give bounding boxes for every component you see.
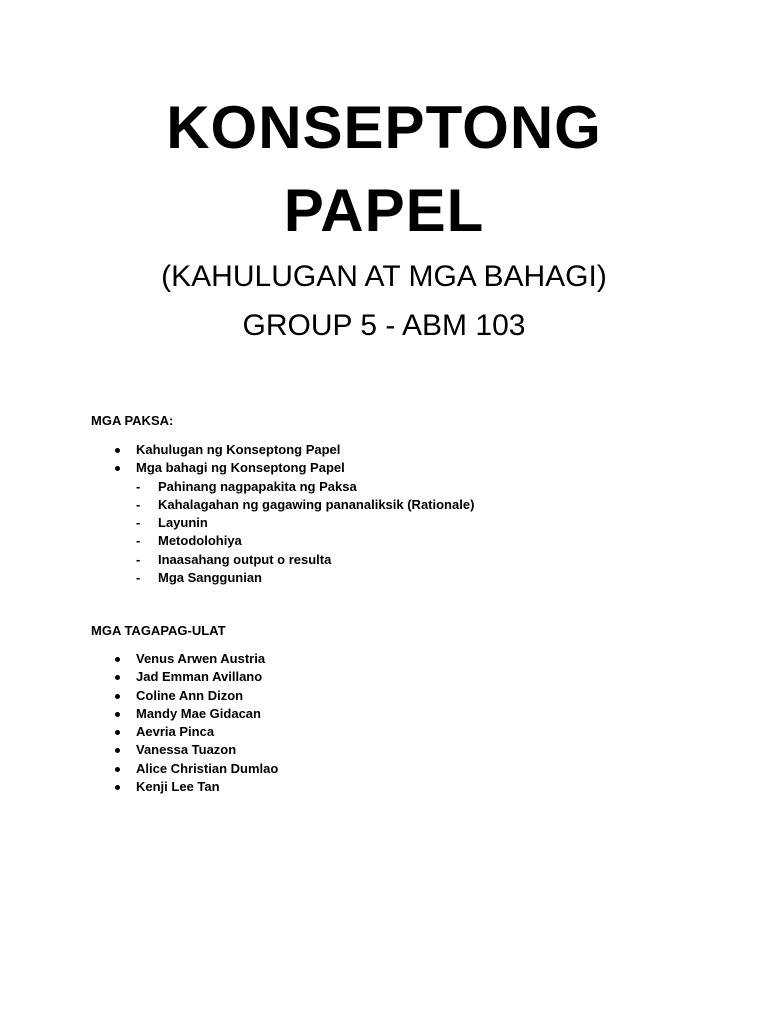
list-item <box>0 778 768 796</box>
dash-bullet: - <box>136 533 141 549</box>
reporter-name: Aevria Pinca <box>136 724 215 740</box>
list-item <box>0 668 768 686</box>
dash-bullet: - <box>136 496 141 512</box>
dash-bullet: - <box>136 515 141 531</box>
title-line-1: KONSEPTONG <box>166 94 602 161</box>
topic-item: Kahulugan ng Konseptong Papel <box>136 442 341 457</box>
title-line-2: PAPEL <box>283 177 485 244</box>
reporter-name: Kenji Lee Tan <box>136 779 220 795</box>
bullet-icon <box>115 675 120 680</box>
subtopic-item: Kahalagahan ng gagawing pananaliksik (Rationale) <box>158 496 475 512</box>
dash-bullet: - <box>136 478 141 494</box>
bullet-icon <box>115 785 120 790</box>
subtopic-item: Layunin <box>158 515 208 531</box>
subtopic-item: Mga Sanggunian <box>158 570 262 586</box>
list-item <box>0 723 768 741</box>
list-item <box>0 496 768 514</box>
list-item <box>0 760 768 778</box>
reporter-name: Vanessa Tuazon <box>136 742 237 758</box>
reporter-name: Jad Emman Avillano <box>136 669 263 685</box>
reporter-name: Venus Arwen Austria <box>136 651 266 666</box>
reporters-list <box>0 650 768 796</box>
group-label: GROUP 5 - ABM 103 <box>242 309 526 342</box>
bullet-icon <box>115 694 120 699</box>
list-item <box>0 687 768 705</box>
reporter-name: Alice Christian Dumlao <box>136 760 279 776</box>
bullet-icon <box>115 448 120 453</box>
reporters-heading: MGA TAGAPAG-ULAT <box>91 623 226 638</box>
reporter-name: Coline Ann Dizon <box>136 687 244 703</box>
dash-bullet: - <box>136 551 141 567</box>
bullet-icon <box>115 730 120 735</box>
reporter-name: Mandy Mae Gidacan <box>136 705 261 721</box>
list-item <box>0 650 768 668</box>
subtopic-item: Inaasahang output o resulta <box>158 551 332 567</box>
list-item <box>0 514 768 532</box>
subtopic-item: Metodolohiya <box>158 533 242 549</box>
bullet-icon <box>115 748 120 753</box>
subtitle: (KAHULUGAN AT MGA BAHAGI) <box>161 260 607 293</box>
list-item <box>0 705 768 723</box>
list-item <box>0 532 768 550</box>
bullet-icon <box>115 767 120 772</box>
list-item <box>0 741 768 759</box>
subtopic-item: Pahinang nagpapakita ng Paksa <box>158 478 357 494</box>
list-item <box>0 569 768 587</box>
topics-heading: MGA PAKSA: <box>91 413 174 428</box>
list-item <box>0 441 768 459</box>
list-item <box>0 478 768 496</box>
bullet-icon <box>115 657 120 662</box>
bullet-icon <box>115 712 120 717</box>
list-item <box>0 459 768 477</box>
dash-bullet: - <box>136 570 141 586</box>
bullet-icon <box>115 466 120 471</box>
list-item <box>0 551 768 569</box>
topic-item: Mga bahagi ng Konseptong Papel <box>136 460 345 476</box>
topics-list <box>0 441 768 587</box>
